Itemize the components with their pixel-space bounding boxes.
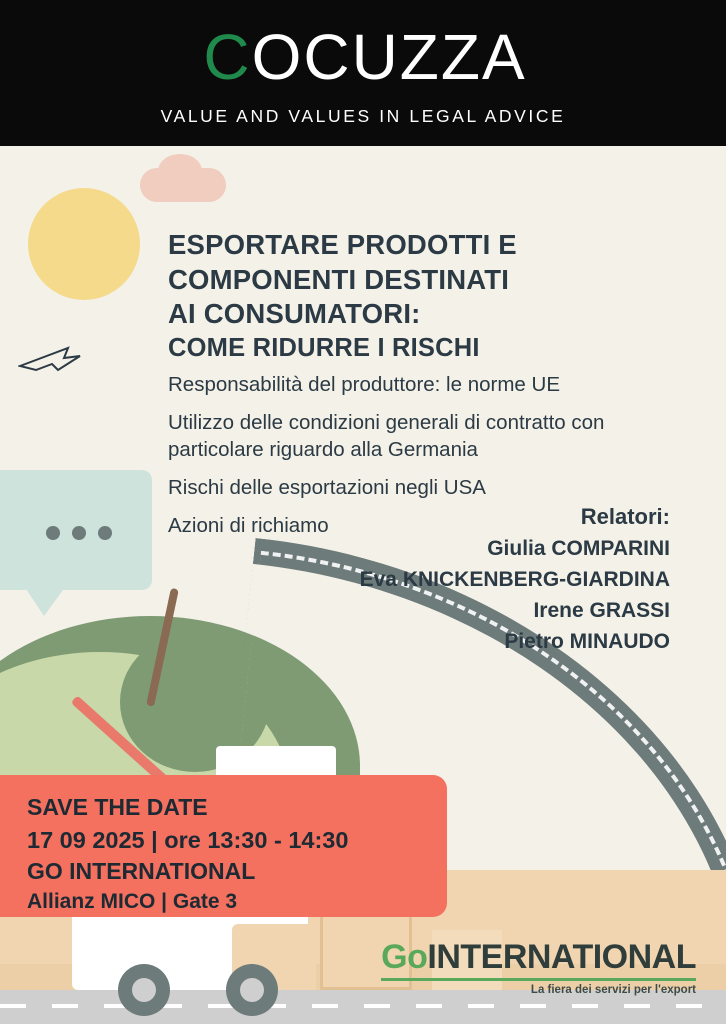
topic-item: Responsabilità del produttore: le norme UE	[168, 373, 560, 396]
speakers-block	[360, 504, 670, 661]
topic-item: Utilizzo delle condizioni generali di contratto con particolare riguardo alla Germania	[168, 410, 605, 462]
page-title	[168, 228, 688, 364]
logo-remainder: OCUZZA	[251, 20, 527, 93]
title-line-4: COME RIDURRE I RISCHI	[168, 333, 480, 362]
save-the-date-heading: SAVE THE DATE	[27, 794, 208, 820]
gointernational-logo	[381, 940, 696, 996]
international-text: INTERNATIONAL	[427, 938, 696, 976]
header-band	[0, 0, 726, 146]
title-line-1: ESPORTARE PRODOTTI E	[168, 229, 517, 260]
title-line-3: AI CONSUMATORI:	[168, 298, 421, 330]
save-the-date-datetime: 17 09 2025 | ore 13:30 - 14:30	[27, 826, 349, 853]
logo-tagline: VALUE AND VALUES IN LEGAL ADVICE	[160, 105, 566, 126]
speaker-name: Pietro MINAUDO	[504, 630, 670, 653]
speaker-name: Giulia COMPARINI	[487, 537, 670, 560]
cocuzza-logo	[199, 20, 526, 94]
save-the-date-venue: Allianz MICO | Gate 3	[27, 889, 238, 913]
save-the-date-event: GO INTERNATIONAL	[27, 858, 256, 885]
logo-underline	[381, 978, 696, 981]
title-line-2: COMPONENTI DESTINATI	[168, 263, 510, 295]
logo-initial: C	[203, 20, 252, 93]
go-text: Go	[381, 938, 428, 976]
topic-item: Rischi delle esportazioni negli USA	[168, 476, 486, 500]
gointernational-wordmark	[381, 940, 696, 974]
topic-item: Azioni di richiamo	[168, 513, 329, 537]
speaker-name: Eva KNICKENBERG-GIARDINA	[359, 568, 670, 591]
logo-text	[199, 20, 527, 93]
speakers-label: Relatori:	[580, 504, 670, 529]
gointernational-tagline: La fiera dei servizi per l'export	[530, 984, 696, 996]
save-the-date-box	[0, 775, 447, 917]
speaker-name: Irene GRASSI	[533, 599, 670, 622]
